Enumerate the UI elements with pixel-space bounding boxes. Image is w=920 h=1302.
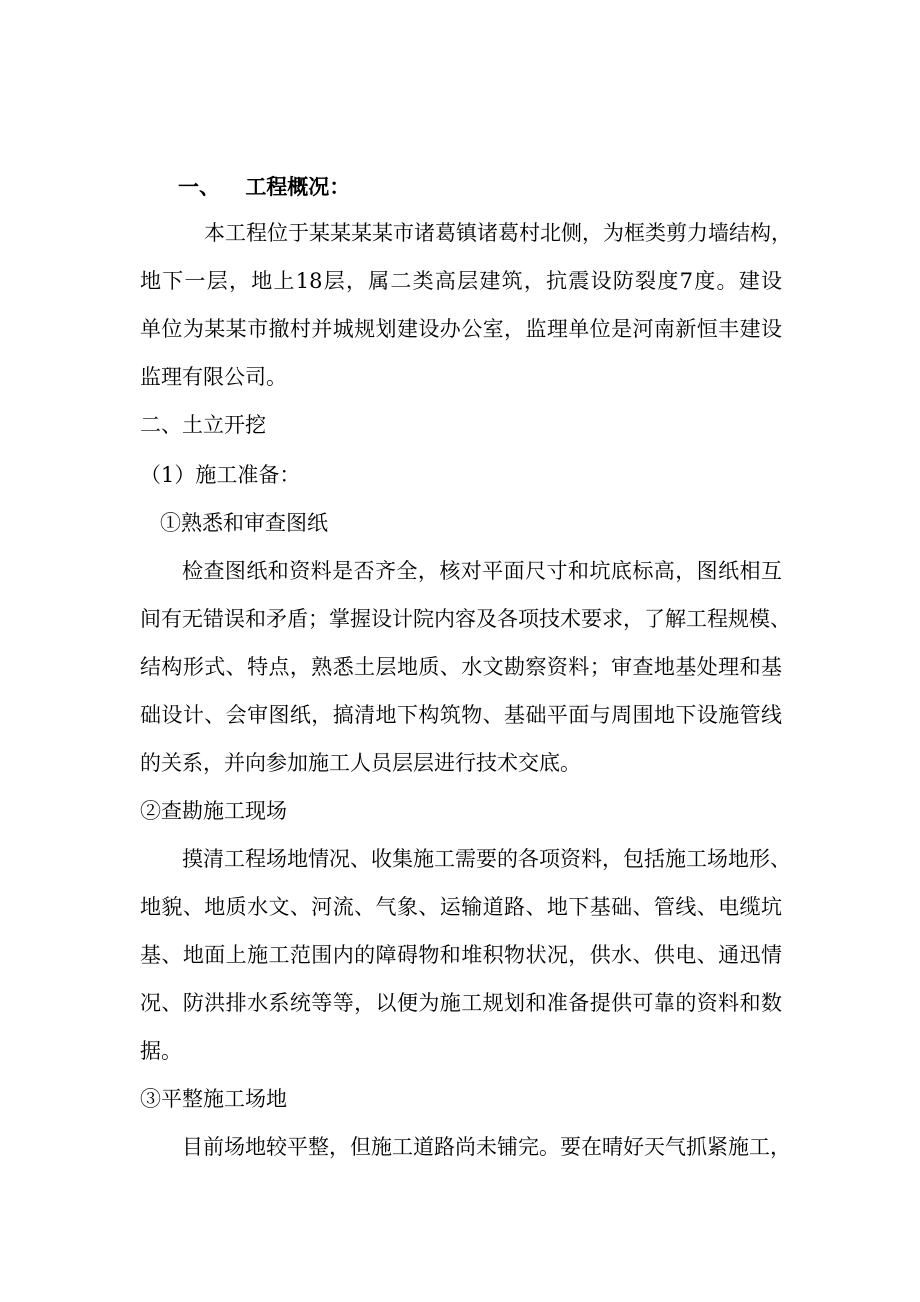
- section2-heading: 二、土立开挖: [140, 413, 266, 437]
- item1-line: 间有无错误和矛盾；掌握设计院内容及各项技术要求，了解工程规模、: [140, 607, 791, 631]
- item3-line: 目前场地较平整，但施工道路尚未铺完。要在晴好天气抓紧施工，: [182, 1135, 791, 1159]
- section1-paragraph-line: 单位为某某市撤村并城规划建设办公室，监理单位是河南新恒丰建设: [140, 317, 782, 341]
- item1-title: ①熟悉和审查图纸: [160, 511, 328, 535]
- item2-title: ②查勘施工现场: [140, 799, 287, 823]
- section1-paragraph-line: 本工程位于某某某某市诸葛镇诸葛村北侧，为框类剪力墙结构，: [204, 221, 792, 245]
- item1-line: 检查图纸和资料是否齐全，核对平面尺寸和坑底标高，图纸相互: [182, 559, 782, 583]
- section1-paragraph-line: 监理有限公司。: [140, 365, 287, 389]
- item1-line: 的关系，并向参加施工人员层层进行技术交底。: [140, 751, 581, 775]
- item1-line: 结构形式、特点，熟悉土层地质、水文勘察资料；审查地基处理和基: [140, 655, 782, 679]
- item3-title: ③平整施工场地: [140, 1087, 287, 1111]
- item2-line: 况、防洪排水系统等等，以便为施工规划和准备提供可靠的资料和数: [140, 991, 782, 1015]
- item2-line: 地貌、地质水文、河流、气象、运输道路、地下基础、管线、电缆坑: [140, 895, 782, 919]
- section1-heading-text: 工程概况：: [245, 175, 351, 199]
- item1-line: 础设计、会审图纸，搞清地下构筑物、基础平面与周围地下设施管线: [140, 703, 782, 727]
- item2-line: 据。: [140, 1039, 182, 1063]
- section2-subheading: （1）施工准备：: [140, 463, 301, 487]
- section1-paragraph-line: 地下一层，地上18层，属二类高层建筑，抗震设防裂度7度。建设: [140, 269, 782, 293]
- section1-heading-number: 一、: [178, 175, 220, 199]
- item2-line: 基、地面上施工范围内的障碍物和堆积物状况，供水、供电、通迅情: [140, 943, 782, 967]
- section1-heading: [178, 172, 350, 202]
- item2-line: 摸清工程场地情况、收集施工需要的各项资料，包括施工场地形、: [182, 847, 791, 871]
